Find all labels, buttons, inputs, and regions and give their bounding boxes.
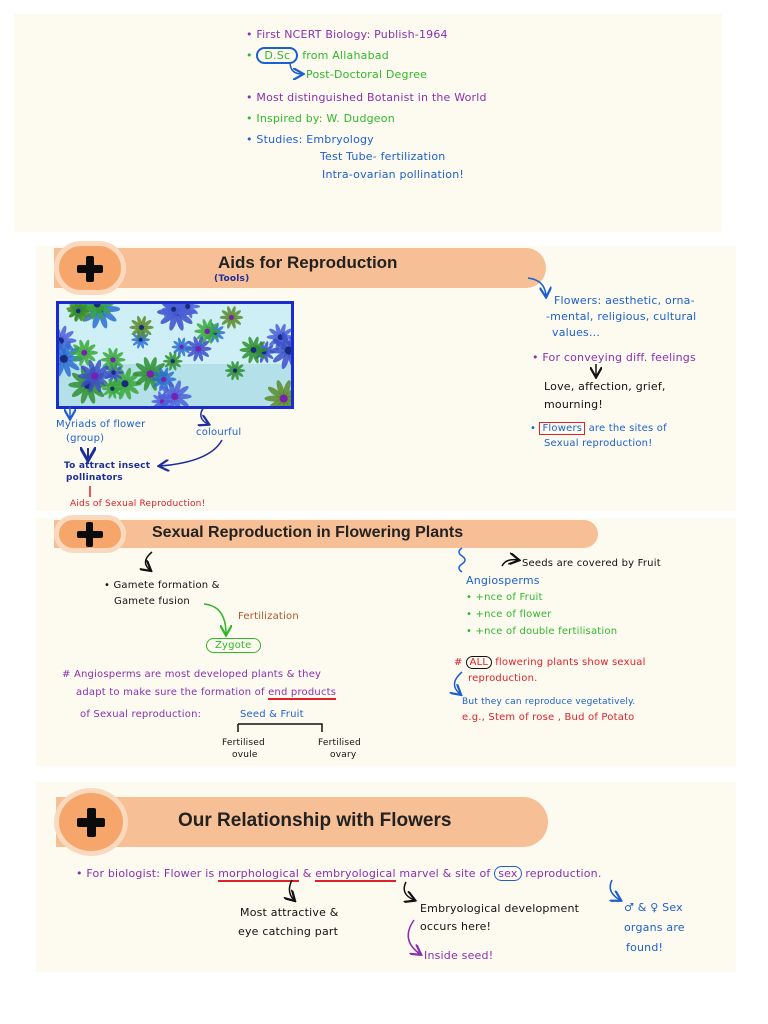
note-intra-ovarian: Intra-ovarian pollination! [322,168,465,181]
morphological-word: morphological [218,867,300,880]
love-note-1: Love, affection, grief, [544,380,666,393]
angiosperms-heading: Angiosperms [466,574,540,587]
note-botanist: • Most distinguished Botanist in the World [246,91,487,104]
flowers-values-note-2: -mental, religious, cultural [546,310,697,323]
love-note-2: mourning! [544,398,603,411]
arrow-inside-seed [408,920,420,954]
fertilised-ovule-1: Fertilised [222,738,265,748]
dsc-circled: D.Sc [256,47,298,64]
arrow-organs [610,880,620,900]
angio-bullet-2: • +nce of flower [466,609,552,620]
section3-title: Our Relationship with Flowers [178,810,452,831]
colourful-note: colourful [196,427,242,438]
section1-subtitle: (Tools) [214,274,250,284]
all-circled: ALL [466,656,493,669]
angio-bullet-1: • +nce of Fruit [466,592,543,603]
arrow-banner-right [528,278,546,296]
arrow-attractive [289,880,294,900]
bullet-dot: • [246,28,257,41]
attract-note: To attract insect [64,461,151,471]
all-flowering-note-2: reproduction. [468,673,538,684]
fertilised-ovary-1: Fertilised [318,738,361,748]
attractive-note-2: eye catching part [238,925,339,938]
arrow-colourful [201,407,208,424]
note-post-doctoral: Post-Doctoral Degree [306,68,428,81]
aids-note: Aids of Sexual Reproduction! [70,499,206,509]
arrow-colourful-attract [160,440,222,466]
sites-note-2: Sexual reproduction! [544,438,653,449]
end-products: end products [268,687,337,698]
angio-note-2: adapt to make sure the formation of end products [76,687,337,698]
myriads-note: Myriads of flower [56,419,146,430]
note-test-tube: Test Tube- fertilization [320,150,446,163]
embryological-word: embryological [315,867,396,880]
angio-note-3: of Sexual reproduction: [80,709,202,720]
fertilised-ovary-2: ovary [330,750,357,760]
inside-seed-note: Inside seed! [424,949,494,962]
group-note: (group) [66,433,105,444]
note-first-ncert: • First NCERT Biology: Publish-1964 [246,28,448,41]
all-flowering-note: # ALL flowering plants show sexual [454,657,646,668]
section2-title: Sexual Reproduction in Flowering Plants [152,524,464,541]
arrow-dsc [290,62,302,74]
arrow-embdev [404,882,414,900]
gamete-note-2: Gamete fusion [114,596,190,607]
seed-fruit-bracket [238,724,322,732]
arrow-vegetative [454,672,462,694]
sites-note-1: • Flowers are the sites of [530,423,667,434]
angio-note-1: # Angiosperms are most developed plants & they [62,669,322,680]
organs-note-2: organs are [624,921,685,934]
seeds-covered-note: Seeds are covered by Fruit [522,558,661,569]
fertilised-ovule-2: ovule [232,750,258,760]
note-dsc: • D.Sc from Allahabad [246,49,389,62]
arrow-angiosperms [459,548,465,572]
vegetative-note-1: But they can reproduce vegetatively. [462,697,636,707]
organs-note-1: ♂ & ♀ Sex [624,901,683,914]
note-studies: • Studies: Embryology [246,133,374,146]
pollinators-note: pollinators [66,473,123,483]
attractive-note-1: Most attractive & [240,906,339,919]
embdev-note-2: occurs here! [420,920,492,933]
sex-circled: sex [494,866,521,881]
flowers-values-note-1: Flowers: aesthetic, orna- [554,294,695,307]
angio-bullet-3: • +nce of double fertilisation [466,626,618,637]
gamete-note-1: • Gamete formation & [104,580,220,591]
seed-fruit-note: Seed & Fruit [240,709,304,720]
flowers-values-note-3: values... [552,326,601,339]
vegetative-note-2: e.g., Stem of rose , Bud of Potato [462,712,635,723]
note-inspired: • Inspired by: W. Dudgeon [246,112,395,125]
organs-note-3: found! [626,941,664,954]
conveying-note: • For conveying diff. feelings [532,351,696,364]
fertilization-note: Fertilization [238,611,299,622]
embdev-note-1: Embryological development [420,902,580,915]
zygote-note: Zygote [206,638,261,653]
arrow-seeds-covered [502,560,518,566]
arrow-gamete [145,552,152,570]
section1-title: Aids for Reproduction [218,253,398,272]
biologist-line: • For biologist: Flower is morphological & embryological marvel & site of sex reproduction. [76,867,602,880]
arrow-zygote [204,604,226,634]
flowers-boxed: Flowers [539,422,585,435]
